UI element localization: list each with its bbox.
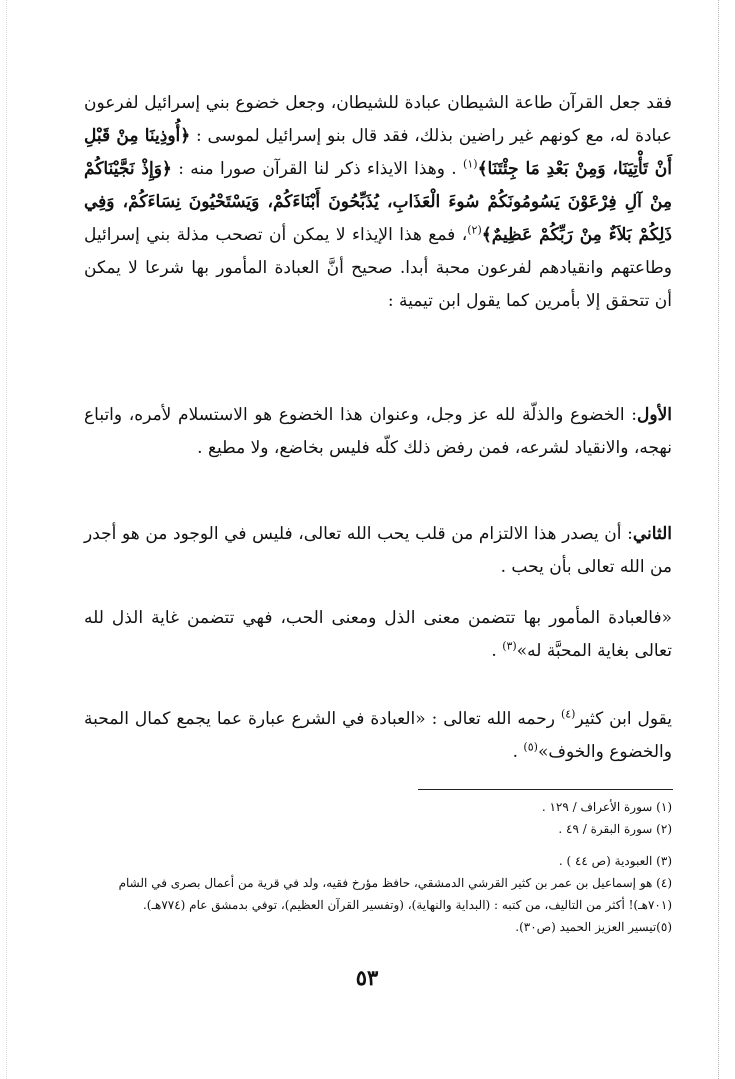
footnote-ref-1: (١)	[463, 157, 478, 171]
quran-quote-araf: ﴿أُوذِينَا مِنْ قَبْلِ أَنْ تَأْتِيَنَا، وَمِنْ بَعْدِ مَا جِئْتَنَا﴾	[84, 126, 673, 179]
footnote-ref-2: (٢)	[467, 223, 482, 237]
second-condition-text: : أن يصدر هذا الالتزام من قلب يحب الله تعالى، فليس في الوجود من هو أجدر من الله تعالى بأن يحب .	[84, 524, 672, 577]
footnote-4: (٤) هو إسماعيل بن عمر بن كثير القرشي الدمشقي، حافظ مؤرخ فقيه، ولد في قرية من أعمال بصرى في الشام	[118, 876, 672, 890]
page-number: ٥٣	[355, 965, 379, 990]
first-condition-label: الأول	[637, 405, 672, 425]
footnote-3: (٣) العبودية (ص ٤٤ ) .	[558, 854, 672, 868]
footnote-ref-3: (٣)	[502, 639, 517, 653]
intro-text-c: ، فمع هذا الإيذاء لا يمكن أن تصحب مذلة بني إسرائيل وطاعتهم وانقيادهم لفرعون محبة أبدا. صحيح أنَّ العبادة المأمور بها شرعا لا يمكن أن تتحقق إلا بأمرين كما يقول ابن تيمية :	[84, 225, 672, 311]
footnotes	[84, 796, 672, 938]
ibn-kathir-text-a: يقول ابن كثير	[575, 709, 672, 729]
footnote-separator	[418, 789, 673, 790]
ibn-kathir-text-b: رحمه الله تعالى : «العبادة في الشرع عبارة عما يجمع كمال المحبة والخضوع والخوف»	[84, 709, 672, 762]
footnote-5: (٥)تيسير العزيز الحميد (ص٣٠).	[515, 920, 672, 934]
paragraph-first-condition	[84, 399, 672, 465]
intro-text-b: . وهذا الايذاء ذكر لنا القرآن صورا منه :	[171, 159, 464, 179]
intro-text-a: فقد جعل القرآن طاعة الشيطان عبادة للشيطان، وجعل خضوع بني إسرائيل لفرعون عبادة له، مع كونهم غير راضين بذلك، فقد قال بنو إسرائيل لموسى :	[84, 93, 672, 146]
ibn-kathir-end: .	[512, 742, 524, 762]
paragraph-ibn-kathir	[84, 703, 672, 769]
footnote-ref-5: (٥)	[523, 740, 538, 754]
paragraph-worship-quote	[84, 602, 672, 668]
worship-quote-end: .	[491, 641, 503, 661]
page-edge-dots	[718, 0, 719, 1079]
footnote-ref-4: (٤)	[560, 707, 576, 721]
footnote-4-continued: (٧٠١هـ)! أكثر من التاليف، من كتبه : (البداية والنهاية)، (وتفسير القرآن العظيم)، توفي بدمشق عام (٧٧٤هـ).	[142, 898, 672, 912]
quran-quote-baqara: ﴿وَإِذْ نَجَّيْنَاكُمْ مِنْ آلِ فِرْعَوْنَ يَسُومُونَكُمْ سُوءَ الْعَذَابِ، يُذَبِّحُونَ أَبْنَاءَكُمْ، وَيَسْتَحْيُونَ نِسَاءَكُمْ، وَفِي ذَلِكُمْ بَلاَءٌ مِنْ رَبِّكُمْ عَظِيمٌ﴾	[84, 159, 672, 245]
paragraph-second-condition	[84, 518, 672, 584]
page-edge-dots-left	[6, 0, 7, 1079]
footnote-1: (١) سورة الأعراف / ١٢٩ .	[541, 800, 672, 814]
paragraph-intro	[84, 87, 672, 318]
worship-quote-text: «فالعبادة المأمور بها تتضمن معنى الذل ومعنى الحب، فهي تتضمن غاية الذل لله تعالى بغاية المحبَّة له»	[84, 608, 672, 661]
footnote-2: (٢) سورة البقرة / ٤٩ .	[558, 822, 672, 836]
second-condition-label: الثاني	[632, 524, 672, 544]
first-condition-text: : الخضوع والذلّة لله عز وجل، وعنوان هذا الخضوع هو الاستسلام لأمره، واتباع نهجه، والانقياد لشرعه، فمن رفض ذلك كلّه فليس بخاضع، ولا مطيع .	[84, 405, 672, 458]
footnote-gap	[84, 840, 672, 850]
